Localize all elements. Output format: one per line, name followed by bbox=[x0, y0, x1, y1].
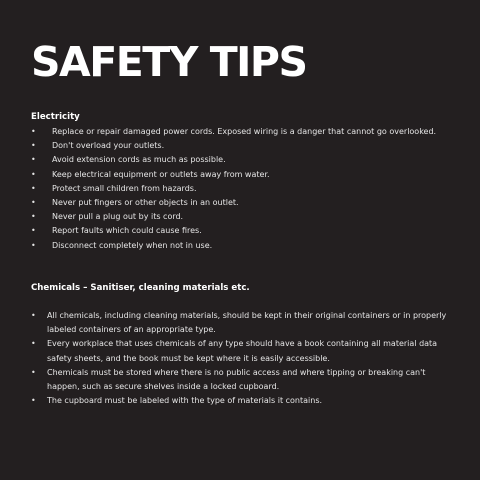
bullet-icon: • bbox=[31, 183, 36, 193]
list-item: • Protect small children from hazards. bbox=[31, 182, 456, 196]
list-item: • Never pull a plug out by its cord. bbox=[31, 210, 456, 224]
list-item: • Chemicals must be stored where there is no public access and where tipping or breaking can't happen, such as secure shelves inside a locked cupboard. bbox=[31, 367, 426, 392]
bullet-icon: • bbox=[31, 311, 36, 320]
bullet-icon: • bbox=[31, 396, 36, 406]
list-item: • Avoid extension cords as much as possible. bbox=[31, 153, 456, 167]
bullet-icon: • bbox=[31, 169, 36, 179]
list-item: • Disconnect completely when not in use. bbox=[31, 239, 456, 253]
list-item: • Replace or repair damaged power cords. Exposed wiring is a danger that cannot go overlooked. bbox=[31, 125, 456, 139]
page-title: SAFETY TIPS bbox=[31, 38, 307, 86]
list-item: • Report faults which could cause fires. bbox=[31, 224, 456, 238]
chemicals-tips-list bbox=[31, 309, 456, 408]
electricity-tips-list bbox=[31, 125, 456, 253]
bullet-icon: • bbox=[31, 367, 36, 377]
list-item: • Never put fingers or other objects in an outlet. bbox=[31, 196, 456, 210]
list-item: • All chemicals, including cleaning materials, should be kept in their original containers or in properly labeled containers of an appropriate type. bbox=[31, 311, 447, 335]
bullet-icon: • bbox=[31, 226, 36, 236]
bullet-icon: • bbox=[31, 339, 36, 349]
bullet-icon: • bbox=[31, 212, 36, 222]
bullet-icon: • bbox=[31, 127, 36, 136]
section-heading-chemicals: Chemicals – Sanitiser, cleaning materials etc. bbox=[31, 283, 250, 293]
bullet-icon: • bbox=[31, 141, 36, 151]
list-item: • The cupboard must be labeled with the type of materials it contains. bbox=[31, 394, 456, 408]
bullet-icon: • bbox=[31, 240, 36, 250]
list-item: • Don't overload your outlets. bbox=[31, 139, 456, 153]
section-heading-electricity: Electricity bbox=[31, 112, 80, 122]
list-item: • Every workplace that uses chemicals of any type should have a book containing all material data safety sheets, and the book must be kept where it is easily accessible. bbox=[31, 339, 438, 363]
list-item: • Keep electrical equipment or outlets away from water. bbox=[31, 168, 456, 182]
bullet-icon: • bbox=[31, 155, 36, 165]
bullet-icon: • bbox=[31, 198, 36, 208]
